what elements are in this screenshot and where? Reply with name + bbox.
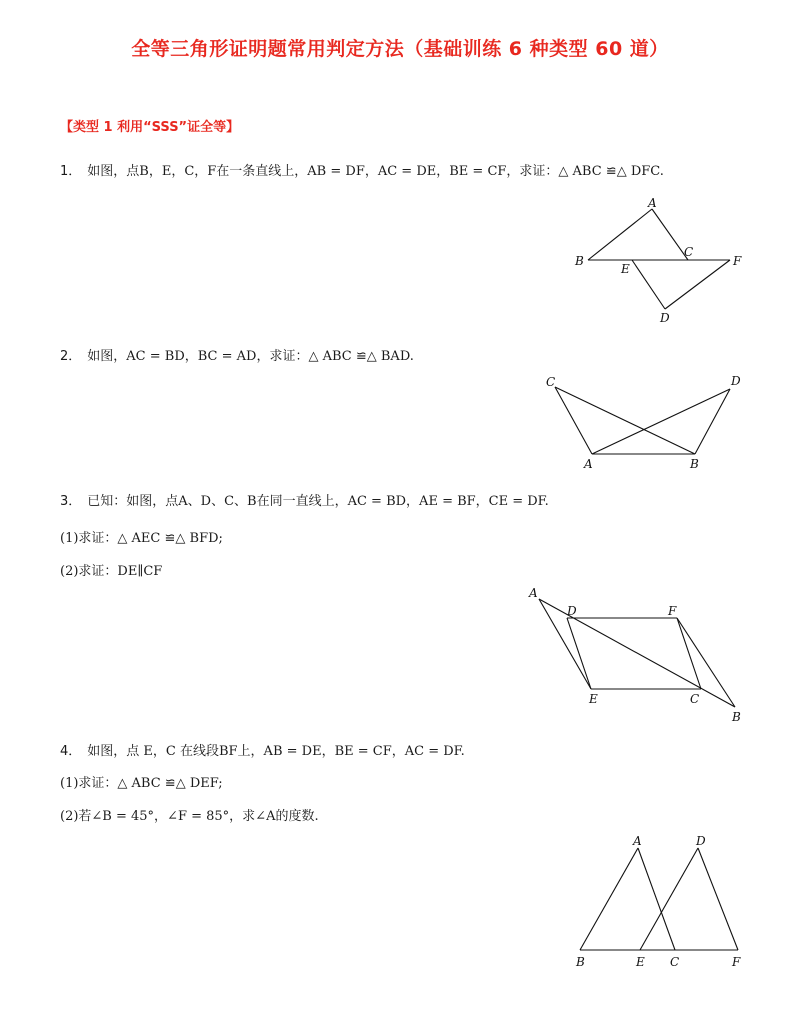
label-d: D xyxy=(696,834,706,848)
problem-number: 4． xyxy=(60,744,82,759)
label-e: E xyxy=(589,692,598,706)
label-f: F xyxy=(732,955,741,969)
label-c: C xyxy=(546,375,556,389)
segment-ed xyxy=(632,260,665,309)
segment-ac xyxy=(652,209,688,260)
problem-number: 2． xyxy=(60,349,82,364)
segment-df xyxy=(665,260,730,309)
section-heading: 【类型 1 利用“SSS”证全等】 xyxy=(60,120,240,135)
label-d: D xyxy=(660,311,670,325)
label-b: B xyxy=(690,457,699,471)
problem-text: 如图，点 E，C 在线段BF上，AB = DE，BE = CF，AC = DF. xyxy=(87,744,465,759)
segment-df xyxy=(698,848,738,950)
label-c: C xyxy=(684,245,694,259)
figure-problem-1 xyxy=(570,195,750,325)
problem-2-statement xyxy=(60,345,414,364)
label-e: E xyxy=(621,262,630,276)
label-c: C xyxy=(670,955,680,969)
label-a: A xyxy=(633,834,642,848)
label-b: B xyxy=(576,955,585,969)
segment-ab xyxy=(588,209,652,260)
problem-text: 如图，点B，E，C，F在一条直线上，AB = DF，AC = DE，BE = CF，求证：△ ABC ≌△ DFC. xyxy=(87,164,664,179)
label-d: D xyxy=(567,604,577,618)
problem-4-part-2: (2)若∠B = 45°，∠F = 85°，求∠A的度数. xyxy=(60,809,319,824)
segment-ca xyxy=(555,387,592,454)
segment-ab xyxy=(580,848,638,950)
label-c: C xyxy=(690,692,700,706)
segment-bd xyxy=(695,389,730,454)
figure-problem-4 xyxy=(570,830,750,970)
segment-ae xyxy=(539,599,591,689)
figure-problem-2 xyxy=(540,370,750,475)
label-f: F xyxy=(733,254,742,268)
label-b: B xyxy=(732,710,741,724)
figure-problem-3 xyxy=(525,585,755,730)
problem-4-statement xyxy=(60,740,465,759)
problem-text: 已知：如图，点A、D、C、B在同一直线上，AC = BD，AE = BF，CE = DF. xyxy=(87,494,549,509)
problem-1-statement xyxy=(60,160,664,179)
segment-fb xyxy=(677,618,735,707)
problem-text: 如图，AC = BD，BC = AD，求证：△ ABC ≌△ BAD. xyxy=(87,349,414,364)
problem-3-part-2: (2)求证：DE∥CF xyxy=(60,564,163,579)
segment-fc xyxy=(677,618,701,689)
label-a: A xyxy=(648,196,657,210)
segment-cb xyxy=(555,387,695,454)
problem-number: 1． xyxy=(60,164,82,179)
problem-3-part-1: (1)求证：△ AEC ≌△ BFD; xyxy=(60,531,223,546)
label-d: D xyxy=(731,374,741,388)
label-a: A xyxy=(584,457,593,471)
label-e: E xyxy=(636,955,645,969)
label-f: F xyxy=(668,604,677,618)
label-a: A xyxy=(529,586,538,600)
page-title: 全等三角形证明题常用判定方法（基础训练 6 种类型 60 道） xyxy=(131,38,669,60)
label-b: B xyxy=(575,254,584,268)
problem-4-part-1: (1)求证：△ ABC ≌△ DEF; xyxy=(60,776,223,791)
problem-3-statement xyxy=(60,490,549,509)
problem-number: 3． xyxy=(60,494,82,509)
segment-ad xyxy=(592,389,730,454)
